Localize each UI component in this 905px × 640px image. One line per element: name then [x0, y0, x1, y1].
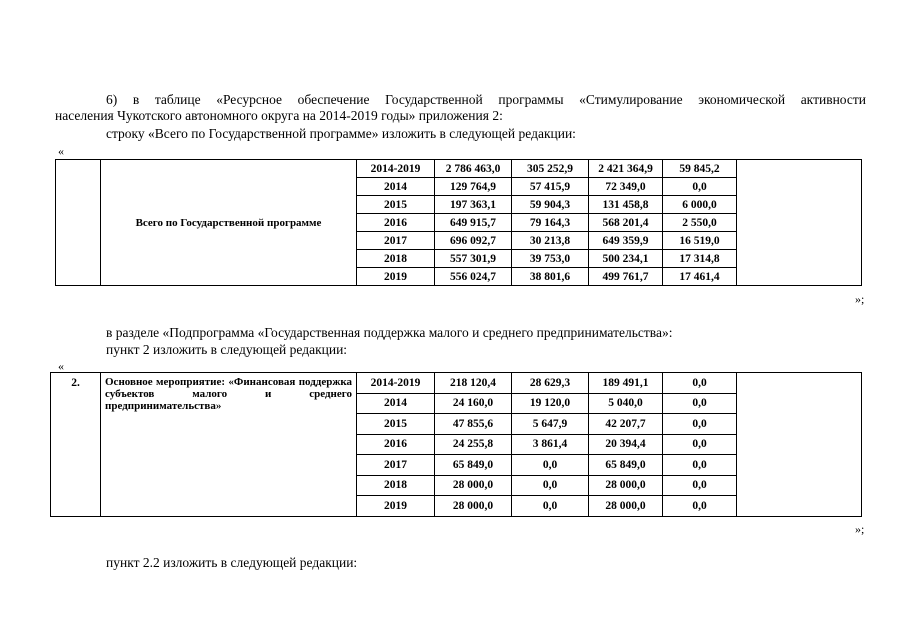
year-cell: 2014-2019	[357, 373, 435, 394]
value-cell: 38 801,6	[512, 268, 589, 286]
value-cell: 17 314,8	[663, 250, 737, 268]
close-quote-2: »;	[855, 522, 865, 536]
paragraph-1-line-1: 6) в таблице «Ресурсное обеспечение Государственной программы «Стимулирование экономической активности	[106, 92, 866, 107]
table-subprogram-item-2	[50, 372, 862, 517]
open-quote-1: «	[58, 144, 64, 158]
value-cell: 189 491,1	[589, 373, 663, 394]
year-cell: 2014	[357, 178, 435, 196]
value-cell: 28 000,0	[435, 475, 512, 496]
table-row	[56, 160, 862, 178]
value-cell: 28 000,0	[435, 496, 512, 517]
paragraph-1-line-3: строку «Всего по Государственной программе» изложить в следующей редакции:	[106, 126, 576, 141]
value-cell: 218 120,4	[435, 373, 512, 394]
value-cell: 65 849,0	[589, 455, 663, 476]
year-cell: 2017	[357, 232, 435, 250]
value-cell: 5 647,9	[512, 414, 589, 435]
value-cell: 0,0	[512, 496, 589, 517]
open-quote-2: «	[58, 359, 64, 373]
value-cell: 65 849,0	[435, 455, 512, 476]
paragraph-3-line-1: пункт 2.2 изложить в следующей редакции:	[106, 555, 358, 570]
close-quote-1: »;	[855, 292, 865, 306]
item-number: 2.	[51, 373, 101, 517]
value-cell: 39 753,0	[512, 250, 589, 268]
value-cell: 649 915,7	[435, 214, 512, 232]
value-cell: 197 363,1	[435, 196, 512, 214]
value-cell: 3 861,4	[512, 434, 589, 455]
year-cell: 2015	[357, 414, 435, 435]
value-cell: 28 000,0	[589, 496, 663, 517]
year-cell: 2017	[357, 455, 435, 476]
value-cell: 499 761,7	[589, 268, 663, 286]
value-cell: 59 845,2	[663, 160, 737, 178]
value-cell: 568 201,4	[589, 214, 663, 232]
value-cell: 59 904,3	[512, 196, 589, 214]
year-cell: 2016	[357, 434, 435, 455]
value-cell: 24 255,8	[435, 434, 512, 455]
value-cell: 2 786 463,0	[435, 160, 512, 178]
empty-column	[737, 373, 862, 517]
value-cell: 0,0	[663, 178, 737, 196]
blank-cell	[56, 160, 101, 286]
value-cell: 557 301,9	[435, 250, 512, 268]
year-cell: 2018	[357, 250, 435, 268]
value-cell: 0,0	[663, 373, 737, 394]
value-cell: 556 024,7	[435, 268, 512, 286]
value-cell: 30 213,8	[512, 232, 589, 250]
table-total-program	[55, 159, 862, 286]
value-cell: 0,0	[663, 434, 737, 455]
paragraph-2-line-1: в разделе «Подпрограмма «Государственная поддержка малого и среднего предпринимательства»:	[106, 325, 673, 340]
value-cell: 16 519,0	[663, 232, 737, 250]
value-cell: 79 164,3	[512, 214, 589, 232]
value-cell: 131 458,8	[589, 196, 663, 214]
value-cell: 305 252,9	[512, 160, 589, 178]
row-label: Всего по Государственной программе	[101, 160, 357, 286]
value-cell: 0,0	[512, 455, 589, 476]
paragraph-2-line-2: пункт 2 изложить в следующей редакции:	[106, 342, 348, 357]
year-cell: 2019	[357, 496, 435, 517]
value-cell: 0,0	[663, 393, 737, 414]
year-cell: 2014-2019	[357, 160, 435, 178]
value-cell: 57 415,9	[512, 178, 589, 196]
value-cell: 28 000,0	[589, 475, 663, 496]
value-cell: 2 550,0	[663, 214, 737, 232]
value-cell: 5 040,0	[589, 393, 663, 414]
empty-column	[737, 160, 862, 286]
year-cell: 2014	[357, 393, 435, 414]
value-cell: 0,0	[663, 496, 737, 517]
year-cell: 2019	[357, 268, 435, 286]
value-cell: 20 394,4	[589, 434, 663, 455]
value-cell: 0,0	[663, 455, 737, 476]
value-cell: 17 461,4	[663, 268, 737, 286]
value-cell: 0,0	[512, 475, 589, 496]
value-cell: 129 764,9	[435, 178, 512, 196]
row-label: Основное мероприятие: «Финансовая поддержка субъектов малого и среднего предпринимательства»	[101, 373, 357, 517]
value-cell: 72 349,0	[589, 178, 663, 196]
year-cell: 2015	[357, 196, 435, 214]
table-row	[51, 373, 862, 394]
value-cell: 28 629,3	[512, 373, 589, 394]
value-cell: 696 092,7	[435, 232, 512, 250]
value-cell: 0,0	[663, 475, 737, 496]
value-cell: 42 207,7	[589, 414, 663, 435]
year-cell: 2018	[357, 475, 435, 496]
value-cell: 649 359,9	[589, 232, 663, 250]
value-cell: 47 855,6	[435, 414, 512, 435]
value-cell: 500 234,1	[589, 250, 663, 268]
value-cell: 24 160,0	[435, 393, 512, 414]
value-cell: 2 421 364,9	[589, 160, 663, 178]
year-cell: 2016	[357, 214, 435, 232]
value-cell: 6 000,0	[663, 196, 737, 214]
value-cell: 19 120,0	[512, 393, 589, 414]
paragraph-1-line-2: населения Чукотского автономного округа на 2014-2019 годы» приложения 2:	[55, 108, 503, 123]
value-cell: 0,0	[663, 414, 737, 435]
